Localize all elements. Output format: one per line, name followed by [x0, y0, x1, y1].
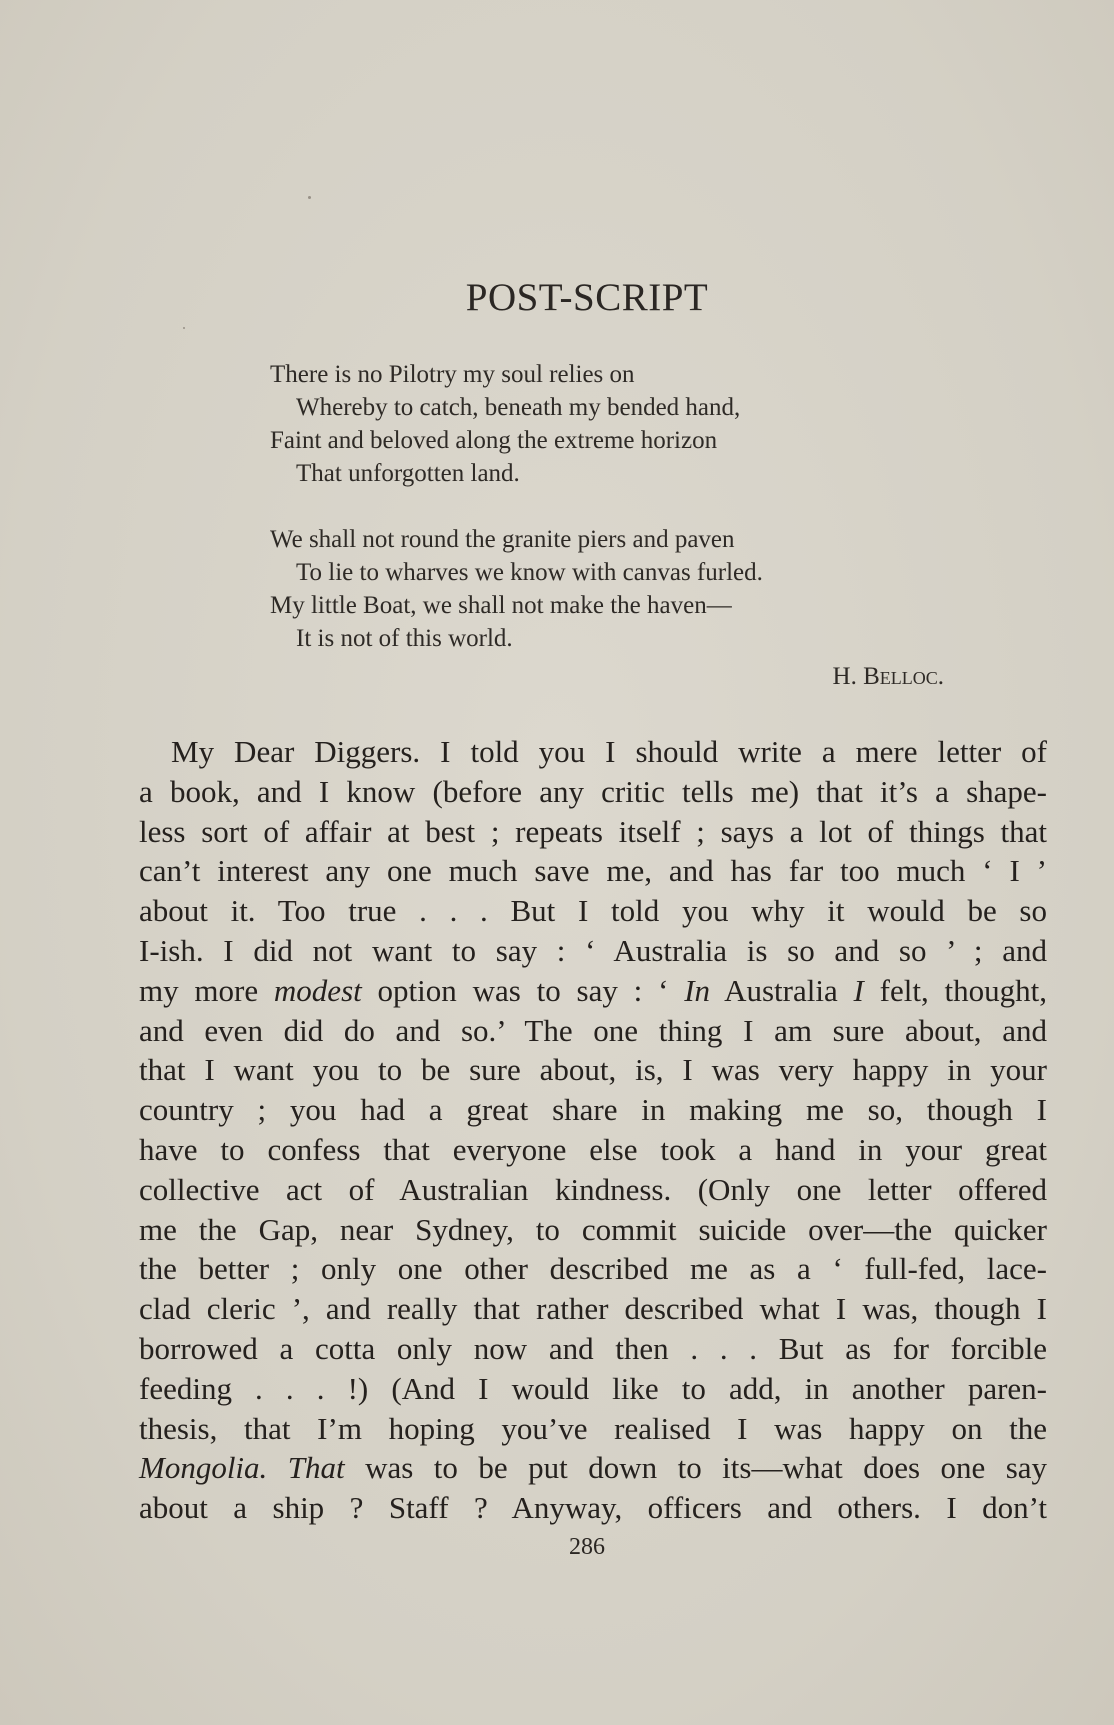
body-line: My Dear Diggers. I told you I should write a mere letter of: [171, 734, 1047, 769]
epigraph-poem: [270, 358, 970, 655]
body-line: a book, and I know (before any critic tells me) that it’s a shape-: [139, 773, 1047, 809]
chapter-title: POST-SCRIPT: [465, 276, 709, 319]
body-line: that I want you to be sure about, is, I was very happy in your: [139, 1052, 1047, 1088]
body-line: about it. Too true . . . But I told you why it would be so: [139, 893, 1047, 929]
poem-line: To lie to wharves we know with canvas furled.: [296, 559, 763, 586]
body-text: [139, 732, 1047, 1528]
body-line: less sort of affair at best ; repeats itself ; says a lot of things that: [139, 813, 1047, 849]
page-number: 286: [569, 1534, 605, 1560]
body-line: and even did do and so.’ The one thing I am sure about, and: [139, 1012, 1047, 1048]
poem-line: Whereby to catch, beneath my bended hand,: [296, 394, 741, 421]
body-line: Mongolia. That was to be put down to its—what does one say: [139, 1450, 1048, 1486]
poem-line: My little Boat, we shall not make the haven—: [270, 592, 732, 619]
body-line: the better ; only one other described me as a ‘ full-fed, lace-: [139, 1251, 1047, 1287]
attribution-name: Belloc.: [863, 663, 944, 690]
paper-speck: [308, 196, 311, 199]
body-line: feeding . . . !) (And I would like to add, in another paren-: [139, 1370, 1047, 1406]
body-line: have to confess that everyone else took a hand in your great: [139, 1131, 1047, 1167]
body-line: me the Gap, near Sydney, to commit suicide over—the quicker: [139, 1211, 1047, 1247]
body-line: thesis, that I’m hoping you’ve realised I was happy on the: [139, 1410, 1047, 1446]
body-line: my more modest option was to say : ‘ In Australia I felt, thought,: [139, 972, 1048, 1008]
attribution-initial: H.: [832, 663, 857, 690]
paper-speck: [183, 327, 185, 329]
poem-line: Faint and beloved along the extreme horizon: [270, 427, 718, 454]
poem-line: That unforgotten land.: [296, 460, 520, 487]
body-line: country ; you had a great share in making me so, though I: [139, 1092, 1047, 1128]
poem-line: There is no Pilotry my soul relies on: [270, 361, 635, 388]
poem-attribution: [0, 663, 944, 691]
body-line: can’t interest any one much save me, and has far too much ‘ I ’: [139, 853, 1047, 889]
body-line: clad cleric ’, and really that rather described what I was, though I: [139, 1291, 1047, 1327]
body-line: about a ship ? Staff ? Anyway, officers and others. I don’t: [139, 1490, 1047, 1526]
body-line: collective act of Australian kindness. (Only one letter offered: [139, 1171, 1047, 1207]
body-line: borrowed a cotta only now and then . . . But as for forcible: [139, 1330, 1047, 1366]
body-line: I-ish. I did not want to say : ‘ Australia is so and so ’ ; and: [139, 932, 1047, 968]
poem-stanza: [270, 523, 970, 655]
poem-line: We shall not round the granite piers and paven: [270, 526, 735, 553]
poem-line: It is not of this world.: [296, 625, 513, 652]
poem-stanza: [270, 358, 970, 490]
